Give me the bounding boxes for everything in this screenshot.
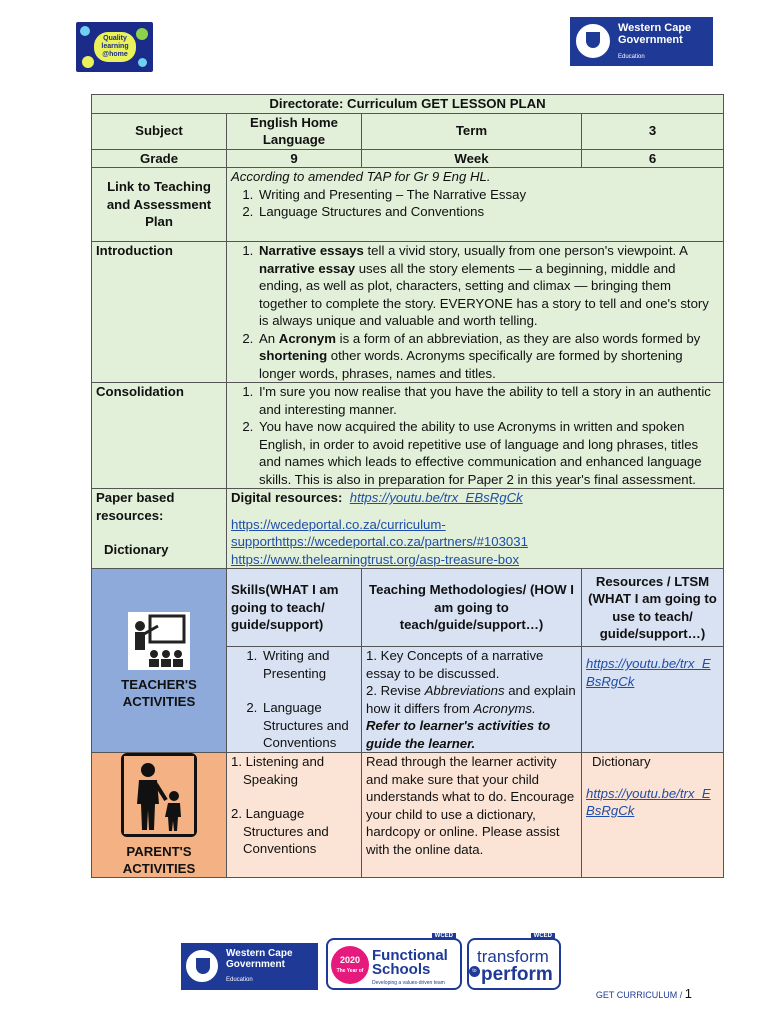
logo-dot xyxy=(80,26,90,36)
link-label: Link to Teaching and Assessment Plan xyxy=(92,168,227,242)
transform-perform-logo xyxy=(467,933,561,990)
parent-skill-1: 1. Listening and Speaking xyxy=(231,754,325,787)
footer-wcg-logo xyxy=(181,943,318,990)
bold-term: shortening xyxy=(259,348,328,363)
method-2 xyxy=(366,682,577,717)
italic-term: Acronyms. xyxy=(473,700,536,716)
grade-value: 9 xyxy=(227,149,362,168)
digital-resources xyxy=(227,489,724,569)
consolidation-row xyxy=(92,383,724,489)
week-value: 6 xyxy=(582,149,724,168)
teacher-methods xyxy=(362,647,582,753)
link-intro: According to amended TAP for Gr 9 Eng HL. xyxy=(231,169,491,184)
youtube-link[interactable]: https://youtu.be/trx_EBsRgCk xyxy=(349,490,523,505)
link-item: 2. Language Structures and Conventions xyxy=(257,203,719,221)
italic-term: Abbreviations xyxy=(424,683,505,698)
footer-wcg-line-1: Western Cape xyxy=(226,948,293,959)
table-title: Directorate: Curriculum GET LESSON PLAN xyxy=(92,95,724,114)
teacher-activities-label: TEACHER'S ACTIVITIES xyxy=(121,676,197,709)
link-list xyxy=(257,186,719,221)
text: is a form of an abbreviation, as they are also words formed by xyxy=(335,330,701,346)
footer-wcg-line-2: Government xyxy=(226,959,285,970)
page-number: 1 xyxy=(684,986,692,1001)
skills-header: Skills(WHAT I am going to teach/ guide/support) xyxy=(227,569,362,647)
parent-method: Read through the learner activity and make sure that your child understands what to do. Encourage your child to use a dictionary, hardcopy or online. Please assist with the online data. xyxy=(362,753,582,878)
logo-subtitle: Education xyxy=(618,54,645,60)
skill-item: 1. Writing and Presenting xyxy=(261,647,357,682)
bold-term: narrative essay xyxy=(259,260,356,276)
digital-label: Digital resources: xyxy=(231,490,343,505)
western-cape-government-logo xyxy=(570,17,713,66)
text: uses all the story elements — a beginning, middle and ending, as well as plot, characters, setting and climax — bringing them together to complete the story. EVERYONE has a story to tell and one's story is always unique and valuable and worth telling. xyxy=(259,260,709,328)
crest-icon xyxy=(574,22,612,60)
introduction-content xyxy=(227,242,724,383)
logo-name-line-1: Western Cape xyxy=(618,22,692,34)
title-row xyxy=(92,95,724,114)
wced-curriculum-link[interactable]: https://wcedeportal.co.za/curriculum-support xyxy=(231,516,446,549)
tp-transform: transform xyxy=(477,947,549,966)
skill-item: 2. Language Structures and Conventions xyxy=(261,699,357,752)
logo-line-1: Quality xyxy=(103,35,127,42)
page-footer-label: GET CURRICULUM / xyxy=(595,990,685,1000)
teacher-youtube-link[interactable]: https://youtu.be/trx_EBsRgCk xyxy=(586,656,711,689)
logo-dot xyxy=(82,56,94,68)
parent-skill-2: 2. Language Structures and Conventions xyxy=(231,806,329,856)
consolidation-content xyxy=(227,383,724,489)
method-3: Refer to learner's activities to guide the learner. xyxy=(366,718,551,751)
link-item: 1. Writing and Presenting – The Narrative Essay xyxy=(257,186,719,204)
lesson-plan-table xyxy=(91,94,724,878)
methods-header: Teaching Methodologies/ (HOW I am going to teach/guide/support…) xyxy=(362,569,582,647)
logo-line-3: @home xyxy=(102,51,128,58)
term-label: Term xyxy=(362,113,582,149)
badge-caption: The Year of xyxy=(336,968,364,974)
logo-name xyxy=(618,22,691,46)
logo-dot xyxy=(138,58,147,67)
teacher-skills xyxy=(227,647,362,753)
crest-icon xyxy=(184,948,220,984)
teacher-icon xyxy=(128,612,190,670)
logo-name-line-2: Government xyxy=(618,34,683,46)
subject-row xyxy=(92,113,724,149)
teacher-activities-cell xyxy=(92,569,227,753)
parent-activities-label: PARENT'S ACTIVITIES xyxy=(122,844,196,876)
text: other words. Acronyms specifically are formed by shortening longer words, phrases, names and titles. xyxy=(259,348,683,381)
parent-skills xyxy=(227,753,362,878)
link-row xyxy=(92,168,724,242)
year-badge xyxy=(331,946,369,984)
introduction-label: Introduction xyxy=(92,242,227,383)
footer-wcg-subtitle: Education xyxy=(226,977,253,983)
parent-row xyxy=(92,753,724,878)
consolidation-list xyxy=(257,383,719,488)
parent-resource-dictionary: Dictionary xyxy=(592,754,651,769)
term-value: 3 xyxy=(582,113,724,149)
parent-child-icon xyxy=(121,753,197,837)
link-content xyxy=(227,168,724,242)
logo-line-2: learning xyxy=(101,43,129,50)
bold-term: Narrative essays xyxy=(259,243,364,258)
consolidation-item: 2. You have now acquired the ability to use Acronyms in written and spoken English, in order to avoid repetitive use of language and long phrases, titles and names which leads to effective communication and enhanced language skills. This is also in preparation for Paper 2 in this year's final assessment. xyxy=(257,418,719,488)
teacher-skills-list xyxy=(261,647,357,752)
resources-header: Resources / LTSM (WHAT I am going to use to teach/ guide/support…) xyxy=(582,569,724,647)
consolidation-item: 1. I'm sure you now realise that you have the ability to tell a story in an authentic and interesting manner. xyxy=(257,383,719,418)
badge-year: 2020 xyxy=(339,955,361,965)
parent-activities-cell xyxy=(92,753,227,878)
tp-to: to xyxy=(469,966,480,977)
teacher-resources xyxy=(582,647,724,753)
wced-tag: WCED xyxy=(432,933,456,939)
subject-label: Subject xyxy=(92,113,227,149)
introduction-item xyxy=(257,242,719,330)
fs-tagline: Developing a values-driven team xyxy=(372,980,445,986)
tp-perform: perform xyxy=(481,964,553,985)
parent-youtube-link[interactable]: https://youtu.be/trx_EBsRgCk xyxy=(586,785,711,818)
column-header-row xyxy=(92,569,724,647)
paper-resources xyxy=(92,489,227,569)
grade-label: Grade xyxy=(92,149,227,168)
method-1: 1. Key Concepts of a narrative essay to be discussed. xyxy=(366,648,544,681)
text: 2. Revise xyxy=(366,683,425,698)
wced-tag: WCED xyxy=(531,933,555,939)
parent-resources xyxy=(582,753,724,878)
fs-line-1: Functional xyxy=(372,947,448,964)
resources-row xyxy=(92,489,724,569)
logo-dot xyxy=(136,28,148,40)
text: and explain how it differs from xyxy=(366,683,576,716)
introduction-list xyxy=(257,242,719,382)
wced-partners-link[interactable]: https://wcedeportal.co.za/partners/#103031 xyxy=(275,534,528,549)
paper-item: Dictionary xyxy=(104,542,169,557)
functional-schools-logo xyxy=(326,933,462,990)
quality-learning-logo xyxy=(76,22,153,72)
page-footer xyxy=(596,986,692,1001)
text: An xyxy=(259,330,279,346)
introduction-item xyxy=(257,330,719,383)
week-label: Week xyxy=(362,149,582,168)
footer-wcg-name xyxy=(226,948,293,970)
grade-row xyxy=(92,149,724,168)
bold-term: Acronym xyxy=(278,330,336,346)
functional-schools-title xyxy=(372,949,448,977)
fs-line-2: Schools xyxy=(372,961,431,978)
consolidation-label: Consolidation xyxy=(92,383,227,489)
introduction-row xyxy=(92,242,724,383)
paper-label: Paper based resources: xyxy=(96,490,175,523)
text: tell a vivid story, usually from one person's viewpoint. A xyxy=(363,243,688,258)
subject-value: English Home Language xyxy=(227,113,362,149)
learning-trust-link[interactable]: https://www.thelearningtrust.org/asp-treasure-box xyxy=(231,551,520,567)
logo-text xyxy=(94,32,136,62)
